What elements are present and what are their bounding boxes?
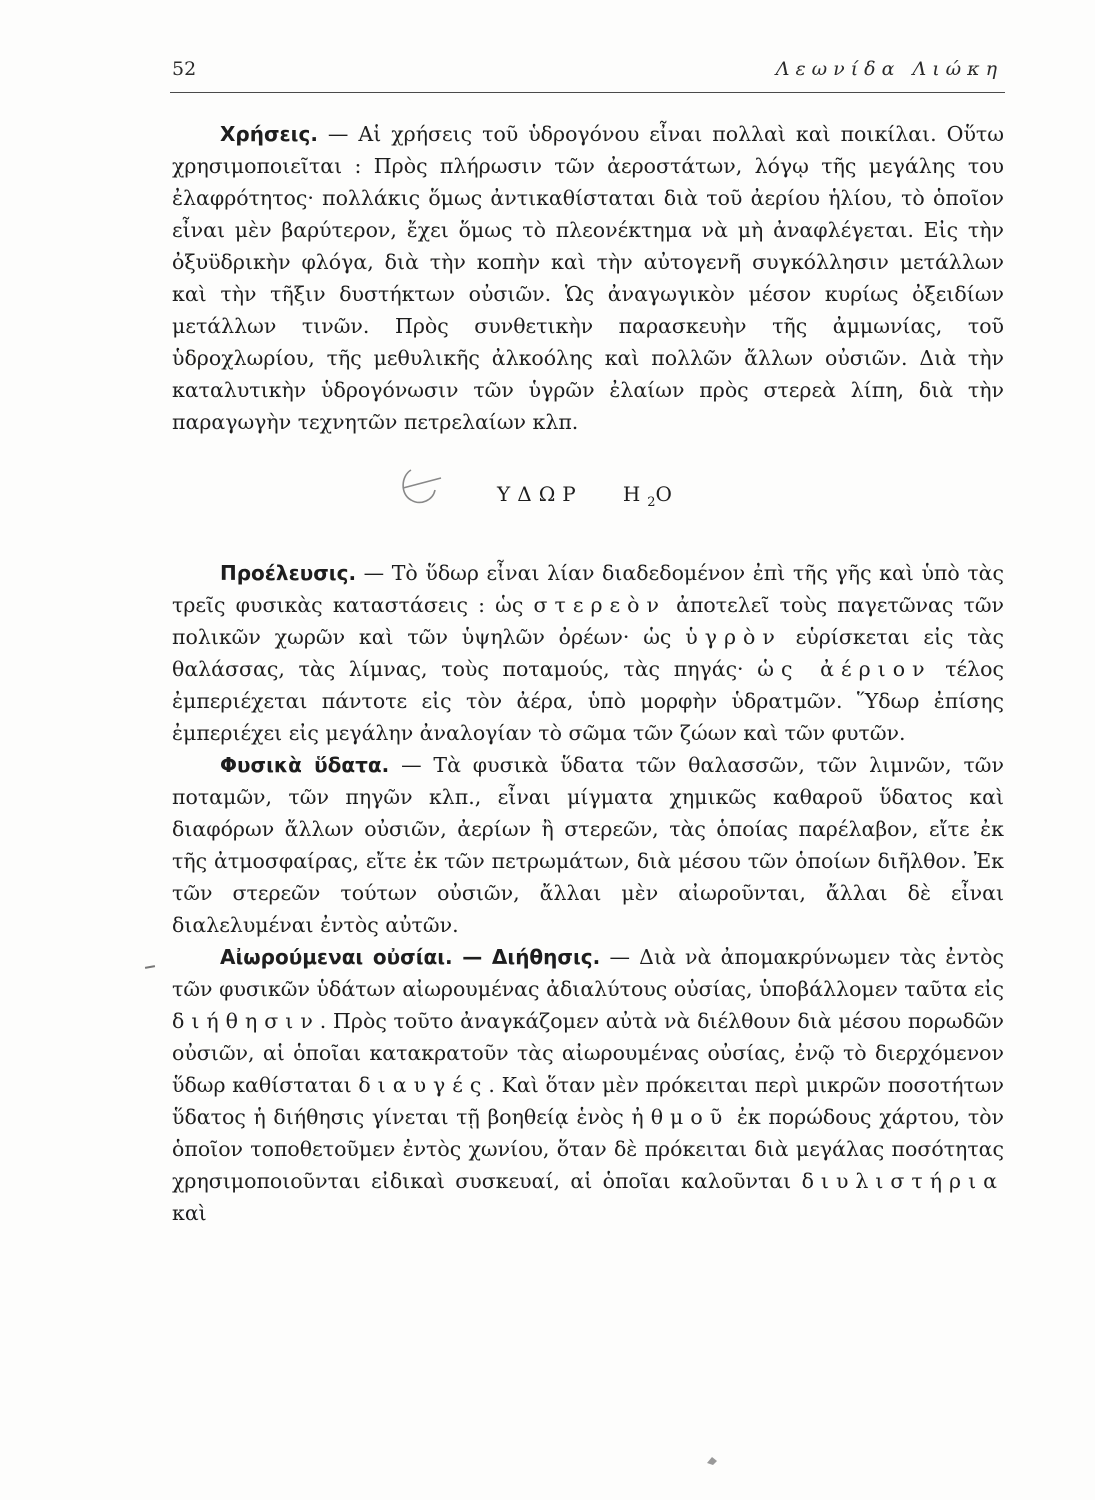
spaced-term: διήθησιν: [172, 1009, 320, 1033]
paragraph-natural-waters: [172, 749, 1004, 941]
spaced-term: ἠθμοῦ: [631, 1105, 730, 1129]
spaced-term: διαυγές: [358, 1073, 489, 1097]
pencil-circle-icon: [397, 462, 447, 508]
section-heading: [172, 478, 1004, 519]
header-rule: [170, 92, 1005, 93]
paragraph-filtration: Αἰωρούμεναι οὐσίαι. — Διήθησις. — Διὰ νὰ ἀπομακρύνωμεν τὰς ἐντὸς τῶν φυσικῶν ὑδάτων αἰωρουμένας ἀδιαλύτους οὐσίας, ὑποβάλλομεν ταῦτα εἰς διήθησιν. Πρὸς τοῦτο ἀναγκάζομεν αὐτὰ νὰ διέλθουν διὰ μέσου πορωδῶν οὐσιῶν, αἱ ὁποῖαι κατακρατοῦν τὰς αἰωρουμένας οὐσίας, ἐνῷ τὸ διερχόμενον ὕδωρ καθίσταται διαυγές. Καὶ ὅταν μὲν πρόκειται περὶ μικρῶν ποσοτήτων ὕδατος ἡ διήθησις γίνεται τῇ βοηθείᾳ ἑνὸς ἠθμοῦ ἐκ πορώδους χάρτου, τὸν ὁποῖον τοποθετοῦμεν ἐντὸς χωνίου, ὅταν δὲ πρόκειται διὰ μεγάλας ποσότητας χρησιμοποιοῦνται εἰδικαὶ συσκευαί, αἱ ὁποῖαι καλοῦνται διυλιστήρια καὶ: [172, 945, 1005, 1225]
paragraph-lead: Προέλευσις.: [220, 561, 357, 585]
spaced-term: ὑγρὸν: [685, 625, 782, 649]
paragraph-lead: Χρήσεις.: [220, 122, 318, 146]
paragraph-lead: Αἰωρούμεναι οὐσίαι. — Διήθησις.: [220, 945, 601, 969]
running-title: Λεωνίδα Λιώκη: [775, 58, 1003, 80]
heading-word: ΥΔΩΡ: [497, 482, 583, 506]
paragraph-uses: [172, 118, 1004, 438]
page-header: [172, 52, 1003, 86]
page-number: 52: [172, 58, 197, 80]
pencil-tick-icon: [145, 965, 155, 969]
paragraph-lead: Φυσικὰ ὕδατα.: [220, 753, 390, 777]
page-body: [172, 118, 1004, 1229]
spaced-term: στερεὸν: [533, 593, 666, 617]
ink-speck-icon: [705, 1455, 719, 1467]
paragraph-text: — Τὰ φυσικὰ ὕδατα τῶν θαλασσῶν, τῶν λιμνῶν, τῶν ποταμῶν, τῶν πηγῶν κλπ., εἶναι μίγματα χημικῶς καθαροῦ ὕδατος καὶ διαφόρων ἄλλων οὐσιῶν, ἀερίων ἢ στερεῶν, τὰς ὁποίας παρέλαβον, εἴτε ἐκ τῆς ἀτμοσφαίρας, εἴτε ἐκ τῶν πετρωμάτων, διὰ μέσου τῶν ὁποίων διῆλθον. Ἐκ τῶν στερεῶν τούτων οὐσιῶν, ἄλλαι μὲν αἰωροῦνται, ἄλλαι δὲ εἶναι διαλελυμέναι ἐντὸς αὐτῶν.: [172, 753, 1004, 937]
paragraph-text: — Αἱ χρήσεις τοῦ ὑδρογόνου εἶναι πολλαὶ καὶ ποικίλαι. Οὕτω χρησιμοποιεῖται : Πρὸς πλήρωσιν τῶν ἀεροστάτων, λόγῳ τῆς μεγάλης του ἐλαφρότητος· πολλάκις ὅμως ἀντικαθίσταται διὰ τοῦ ἀερίου ἡλίου, τὸ ὁποῖον εἶναι μὲν βαρύτερον, ἔχει ὅμως τὸ πλεονέκτημα νὰ μὴ ἀναφλέγεται. Εἰς τὴν ὀξυϋδρικὴν φλόγα, διὰ τὴν κοπὴν καὶ τὴν αὐτογενῆ συγκόλλησιν μετάλλων καὶ τὴν τῆξιν δυστήκτων οὐσιῶν. Ὡς ἀναγωγικὸν μέσον κυρίως ὀξειδίων μετάλλων τινῶν. Πρὸς συνθετικὴν παρασκευὴν τῆς ἀμμωνίας, τοῦ ὑδροχλωρίου, τῆς μεθυλικῆς ἀλκοόλης καὶ πολλῶν ἄλλων οὐσιῶν. Διὰ τὴν καταλυτικὴν ὑδρογόνωσιν τῶν ὑγρῶν ἐλαίων πρὸς στερεὰ λίπη, διὰ τὴν παραγωγὴν τεχνητῶν πετρελαίων κλπ.: [172, 122, 1004, 434]
heading-formula: $H_2O$: [622, 482, 679, 510]
spaced-term: ὡς ἀέριον: [757, 657, 932, 681]
paragraph-origin: Προέλευσις. — Τὸ ὕδωρ εἶναι λίαν διαδεδομένον ἐπὶ τῆς γῆς καὶ ὑπὸ τὰς τρεῖς φυσικὰς καταστάσεις : ὡς στερεὸν ἀποτελεῖ τοὺς παγετῶνας τῶν πολικῶν χωρῶν καὶ τῶν ὑψηλῶν ὀρέων· ὡς ὑγρὸν εὑρίσκεται εἰς τὰς θαλάσσας, τὰς λίμνας, τοὺς ποταμούς, τὰς πηγάς· ὡς ἀέριον τέλος ἐμπεριέχεται πάντοτε εἰς τὸν ἀέρα, ὑπὸ μορφὴν ὑδρατμῶν. Ὕδωρ ἐπίσης ἐμπεριέχει εἰς μεγάλην ἀναλογίαν τὸ σῶμα τῶν ζώων καὶ τῶν φυτῶν.: [172, 561, 1004, 745]
spaced-term: διυλιστήρια: [801, 1169, 1004, 1193]
